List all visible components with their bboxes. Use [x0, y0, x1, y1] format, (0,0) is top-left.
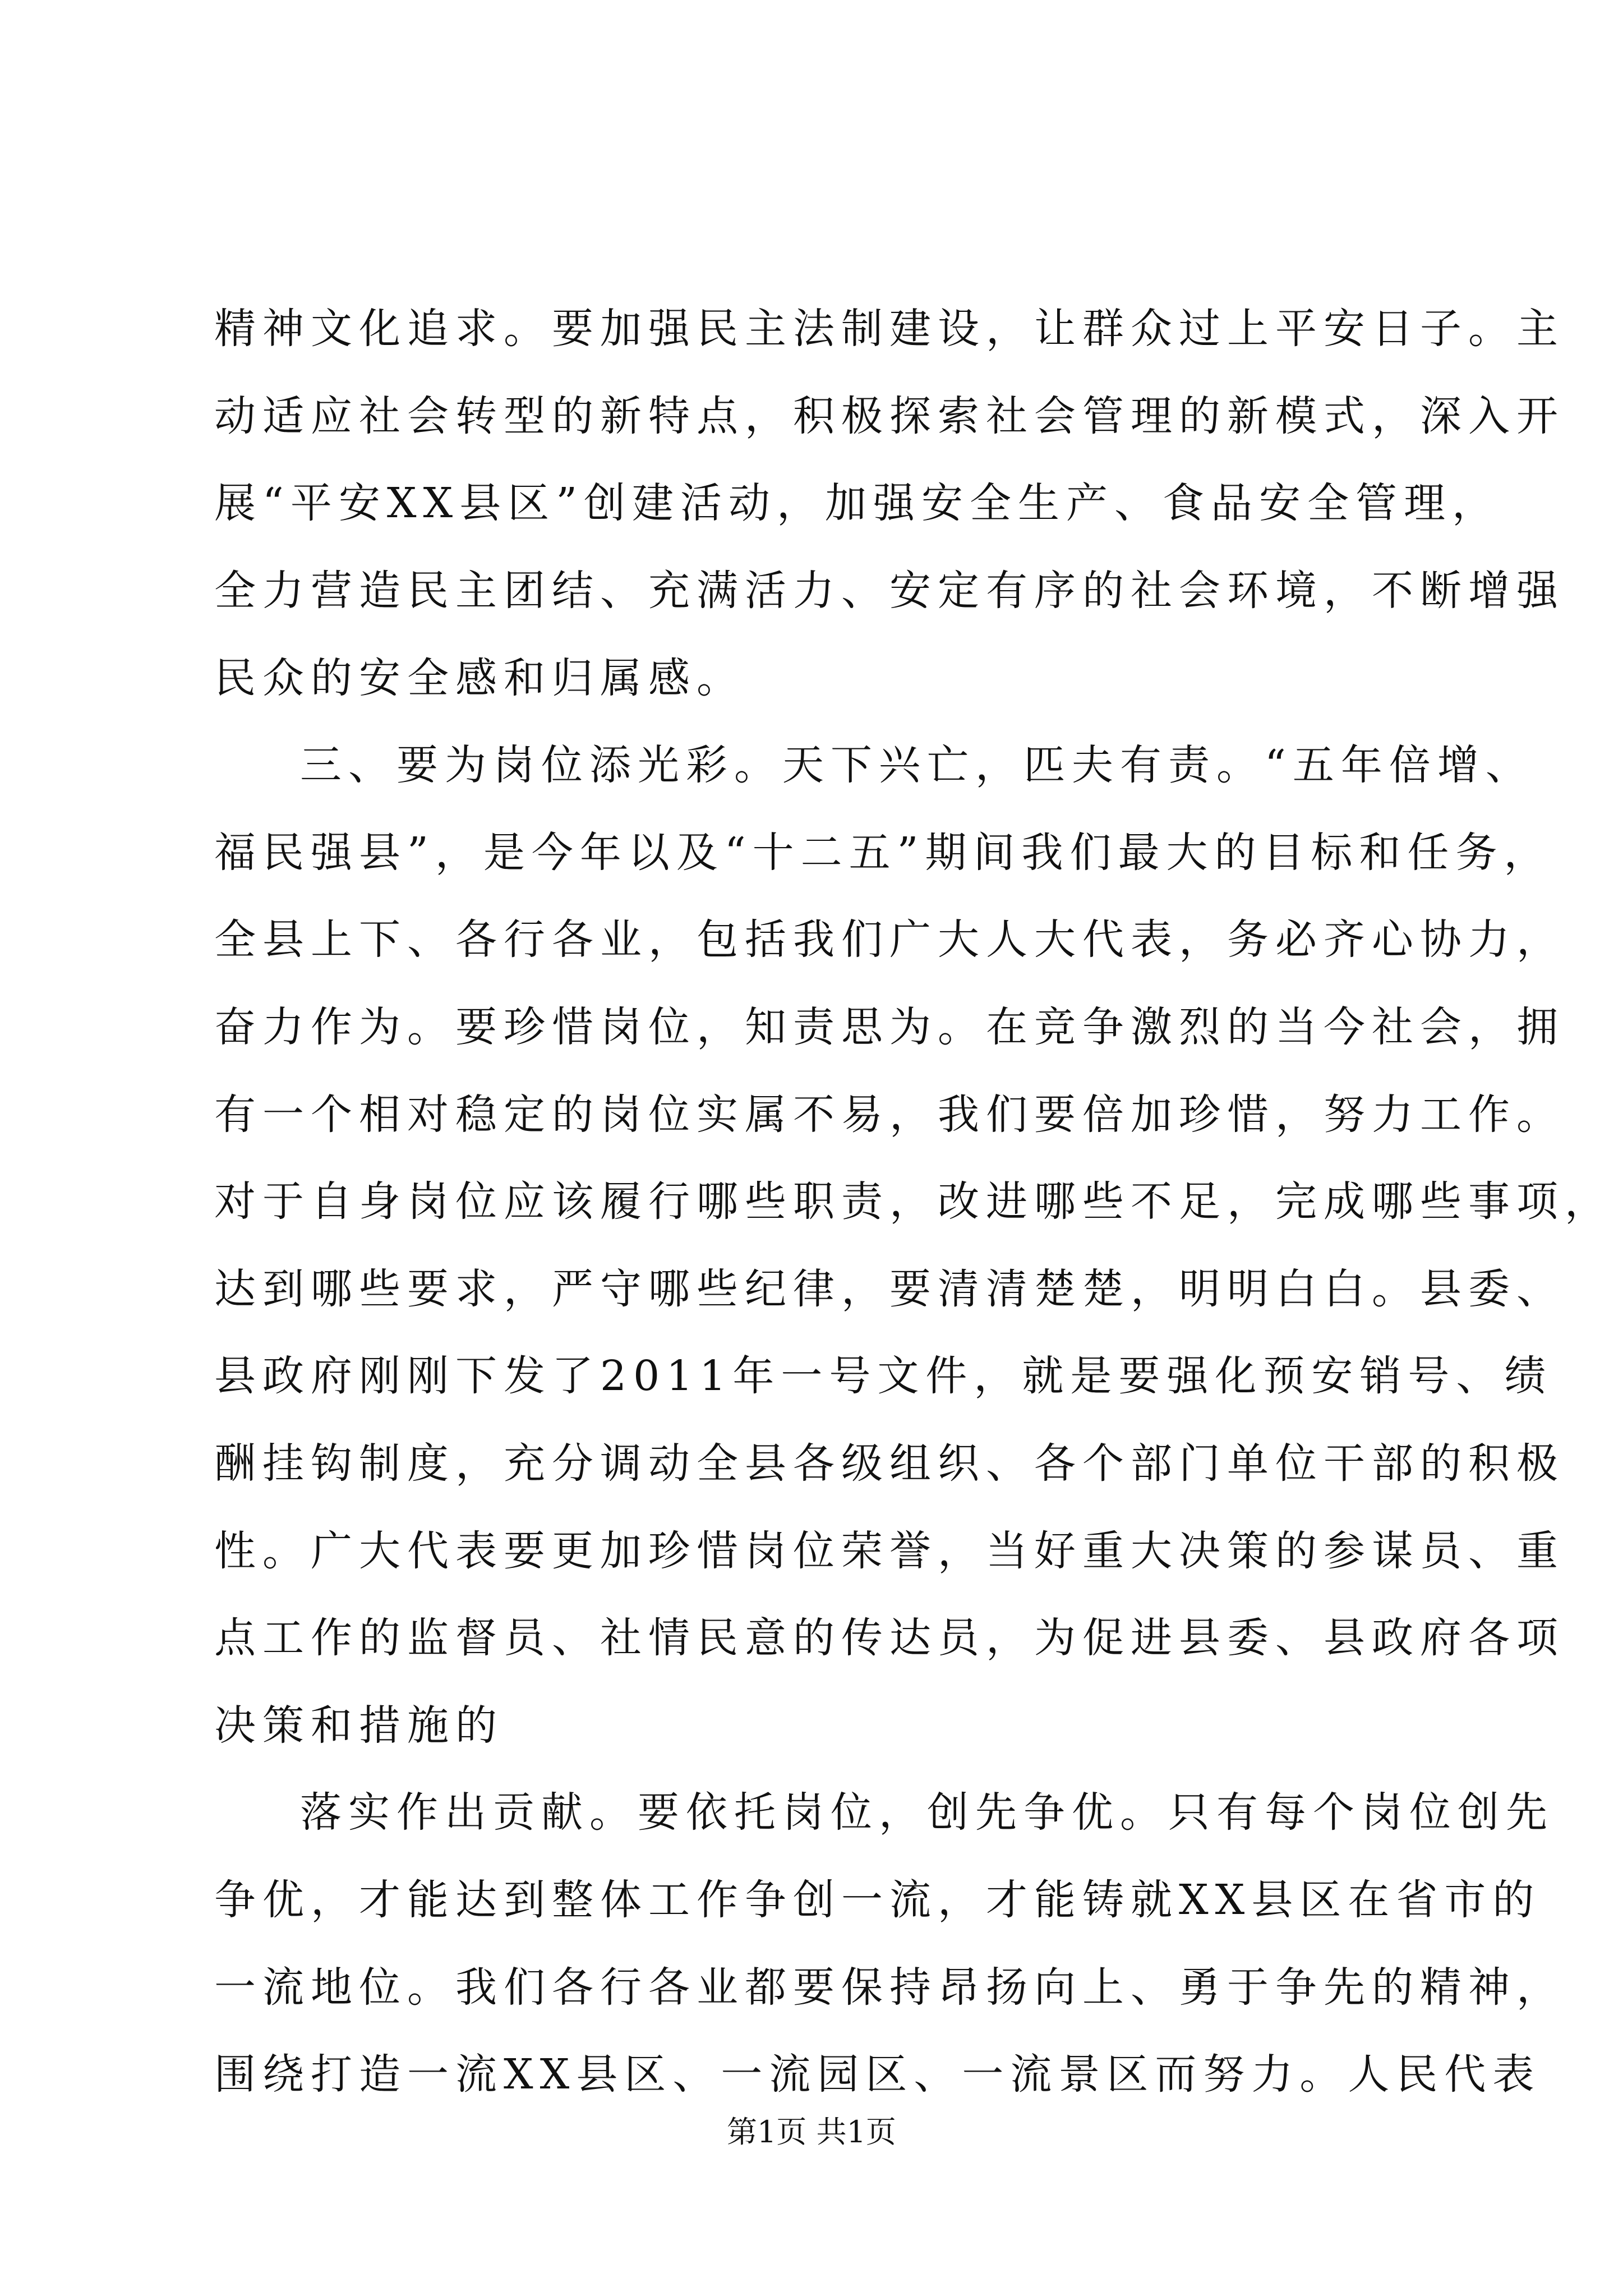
text-line: 达到哪些要求，严守哪些纪律，要清清楚楚，明明白白。县委、	[214, 1265, 1565, 1313]
text-line: 民众的安全感和归属感。	[214, 654, 745, 702]
text-line: 一流地位。我们各行各业都要保持昂扬向上、勇于争先的精神，	[214, 1963, 1565, 2012]
paragraph-start-line: 三、要为岗位添光彩。天下兴亡，匹夫有责。“五年倍增、	[300, 741, 1534, 789]
text-line: 奋力作为。要珍惜岗位，知责思为。在竞争激烈的当今社会，拥	[214, 1003, 1565, 1051]
text-line: 县政府刚刚下发了2011年一号文件，就是要强化预安销号、绩	[214, 1352, 1553, 1400]
text-line: 动适应社会转型的新特点，积极探索社会管理的新模式，深入开	[214, 392, 1565, 440]
text-line: 全县上下、各行各业，包括我们广大人大代表，务必齐心协力，	[214, 915, 1565, 964]
text-line: 决策和措施的	[214, 1701, 504, 1750]
text-line: 福民强县”，是今年以及“十二五”期间我们最大的目标和任务，	[214, 829, 1552, 877]
text-line: 性。广大代表要更加珍惜岗位荣誉，当好重大决策的参谋员、重	[214, 1527, 1565, 1575]
text-line: 围绕打造一流XX县区、一流园区、一流景区而努力。人民代表	[214, 2050, 1541, 2099]
text-line: 展“平安XX县区”创建活动，加强安全生产、食品安全管理，	[214, 479, 1501, 527]
paragraph-start-line: 落实作出贡献。要依托岗位，创先争优。只有每个岗位创先	[300, 1788, 1554, 1837]
page-footer: 第1页 共1页	[727, 2114, 896, 2150]
text-line: 精神文化追求。要加强民主法制建设，让群众过上平安日子。主	[214, 305, 1565, 353]
text-line: 全力营造民主团结、充满活力、安定有序的社会环境，不断增强	[214, 567, 1565, 615]
text-line: 争优，才能达到整体工作争创一流，才能铸就XX县区在省市的	[214, 1876, 1541, 1924]
text-line: 对于自身岗位应该履行哪些职责，改进哪些不足，完成哪些事项，	[214, 1177, 1613, 1226]
text-line: 有一个相对稳定的岗位实属不易，我们要倍加珍惜，努力工作。	[214, 1091, 1565, 1139]
text-line: 点工作的监督员、社情民意的传达员，为促进县委、县政府各项	[214, 1614, 1565, 1662]
text-line: 酬挂钩制度，充分调动全县各级组织、各个部门单位干部的积极	[214, 1439, 1565, 1488]
